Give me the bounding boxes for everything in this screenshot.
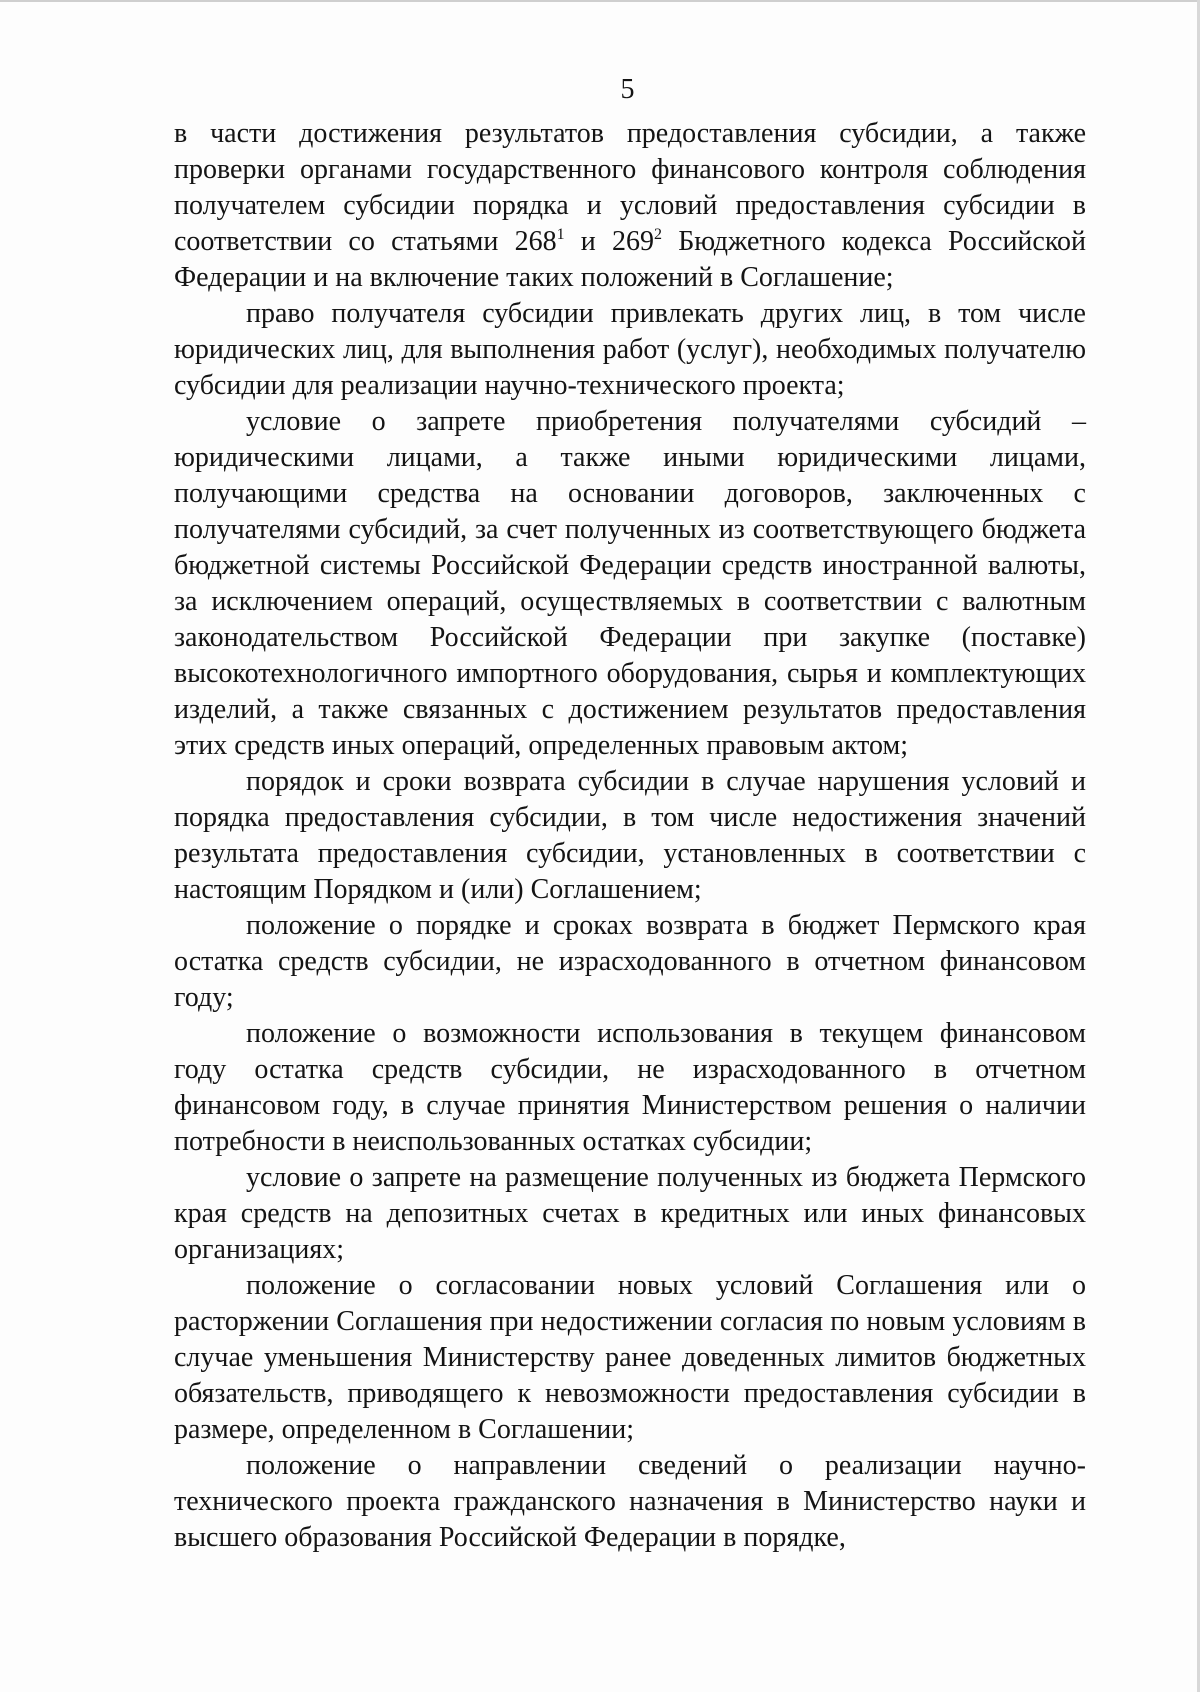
paragraph-text: право получателя субсидии привлекать других лиц, в том числе юридических лиц, для выполнения работ (услуг), необходимых получателю субсидии для реализации научно-технического проекта;: [174, 298, 1086, 401]
paragraph-text: положение о согласовании новых условий Соглашения или о расторжении Соглашения при недостижении согласия по новым условиям в случае уменьшения Министерству ранее доведенных лимитов бюджетных обязательств, приводящего к невозможности предоставления субсидии в размере, определенном в Соглашении;: [174, 1270, 1086, 1445]
paragraph-subsidy-results-control: [174, 116, 1086, 296]
paragraph-text: условие о запрете приобретения получателями субсидий – юридическими лицами, а также иными юридическими лицами, получающими средства на основании договоров, заключенных с получателями субсидий, за счет полученных из соответствующего бюджета бюджетной системы Российской Федерации средств иностранной валюты, за исключением операций, осуществляемых в соответствии с валютным законодательством Российской Федерации при закупке (поставке) высокотехнологичного импортного оборудования, сырья и комплектующих изделий, а также связанных с достижением результатов предоставления этих средств иных операций, определенных правовым актом;: [174, 406, 1086, 761]
paragraph-agreement-termination: [174, 1268, 1086, 1448]
article-superscript: 2: [654, 226, 662, 243]
paragraph-project-reporting: [174, 1448, 1086, 1556]
paragraph-deposit-ban: [174, 1160, 1086, 1268]
paragraph-foreign-currency-ban: [174, 404, 1086, 764]
document-body: [174, 116, 1086, 1556]
paragraph-text: и 269: [564, 226, 654, 257]
page-number: 5: [620, 74, 635, 105]
article-superscript: 1: [556, 226, 565, 243]
paragraph-right-to-engage-others: [174, 296, 1086, 404]
scan-edge-line: [0, 0, 1200, 2]
paragraph-text: порядок и сроки возврата субсидии в случае нарушения условий и порядка предоставления субсидии, в том числе недостижения значений результата предоставления субсидии, установленных в соответствии с настоящим Порядком и (или) Соглашением;: [174, 766, 1086, 905]
paragraph-text: положение о направлении сведений о реализации научно-технического проекта гражданского назначения в Министерство науки и высшего образования Российской Федерации в порядке,: [174, 1450, 1086, 1553]
paragraph-text: Бюджетного кодекса Российской Федерации и на включение таких положений в Соглашение;: [174, 226, 1087, 293]
paragraph-unused-balance-usage: [174, 1016, 1086, 1160]
paragraph-refund-procedure: [174, 764, 1086, 908]
paragraph-text: в части достижения результатов предоставления субсидии, а также проверки органами государственного финансового контроля соблюдения получателем субсидии порядка и условий предоставления субсидии в соответствии со статьями 268: [174, 118, 1086, 257]
paragraph-text: положение о возможности использования в текущем финансовом году остатка средств субсидии, не израсходованного в отчетном финансовом году, в случае принятия Министерством решения о наличии потребности в неиспользованных остатках субсидии;: [174, 1018, 1086, 1157]
paragraph-text: положение о порядке и сроках возврата в бюджет Пермского края остатка средств субсидии, не израсходованного в отчетном финансовом году;: [174, 910, 1086, 1013]
paragraph-unused-balance-return: [174, 908, 1086, 1016]
paragraph-text: условие о запрете на размещение полученных из бюджета Пермского края средств на депозитных счетах в кредитных или иных финансовых организациях;: [174, 1162, 1086, 1265]
